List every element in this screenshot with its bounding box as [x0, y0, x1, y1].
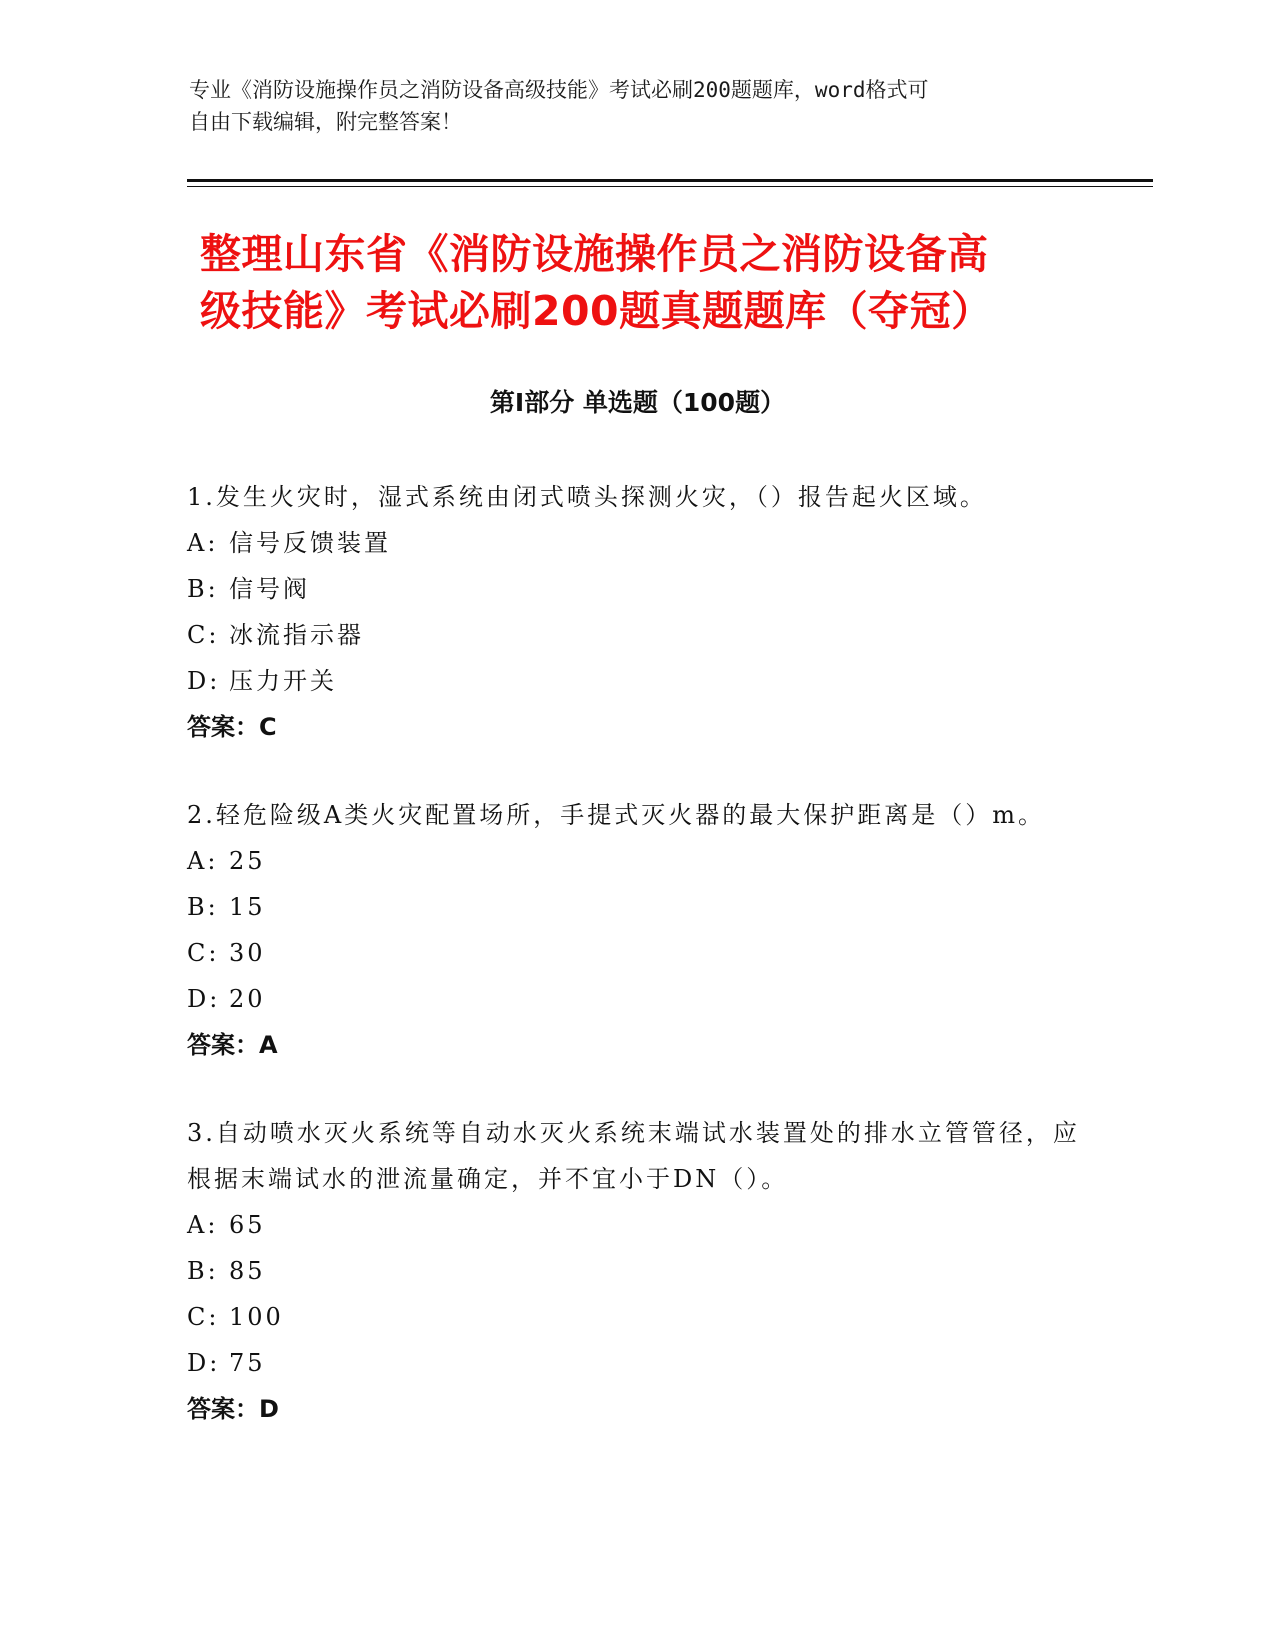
- question-list: [187, 474, 1087, 1474]
- intro-text: [189, 74, 1069, 138]
- title-line-2: 级技能》考试必刷200题真题题库（夺冠）: [200, 287, 993, 335]
- section-heading: 第Ⅰ部分 单选题（100题）: [489, 388, 786, 417]
- option-text: 85: [229, 1257, 266, 1285]
- option-letter: D:: [187, 985, 221, 1013]
- option-text: 25: [229, 847, 266, 875]
- option-d: [187, 1340, 1087, 1386]
- option-letter: B:: [187, 575, 219, 603]
- option-letter: A:: [187, 847, 219, 875]
- intro-line-1: 专业《消防设施操作员之消防设备高级技能》考试必刷200题题库，word格式可: [189, 78, 929, 102]
- question-3: [187, 1110, 1087, 1432]
- question-stem: 3.自动喷水灭火系统等自动水灭火系统末端试水装置处的排水立管管径，应根据末端试水的泄流量确定，并不宜小于DN（）。: [187, 1119, 1080, 1193]
- option-b: [187, 1248, 1087, 1294]
- intro-line-2: 自由下载编辑，附完整答案！: [189, 110, 462, 134]
- option-letter: C:: [187, 1303, 220, 1331]
- question-1: [187, 474, 1087, 750]
- option-letter: B:: [187, 893, 219, 921]
- option-letter: C:: [187, 621, 220, 649]
- option-text: 65: [229, 1211, 266, 1239]
- answer-label: 答案：D: [187, 1395, 279, 1423]
- answer-label: 答案：C: [187, 713, 277, 741]
- document-title: [200, 226, 1100, 340]
- option-text: 信号反馈装置: [229, 529, 391, 557]
- header-rule-thick: [187, 179, 1153, 182]
- option-d: [187, 658, 1087, 704]
- option-text: 信号阀: [229, 575, 310, 603]
- option-letter: B:: [187, 1257, 219, 1285]
- option-c: [187, 1294, 1087, 1340]
- option-b: [187, 884, 1087, 930]
- option-letter: C:: [187, 939, 220, 967]
- option-c: [187, 930, 1087, 976]
- answer-label: 答案：A: [187, 1031, 278, 1059]
- option-text: 冰流指示器: [229, 621, 364, 649]
- option-a: [187, 1202, 1087, 1248]
- option-b: [187, 566, 1087, 612]
- option-text: 20: [229, 985, 266, 1013]
- option-text: 30: [229, 939, 266, 967]
- option-text: 15: [229, 893, 266, 921]
- title-line-1: 整理山东省《消防设施操作员之消防设备高: [200, 230, 989, 278]
- option-letter: A:: [187, 1211, 219, 1239]
- option-text: 75: [229, 1349, 266, 1377]
- option-c: [187, 612, 1087, 658]
- question-stem: 1.发生火灾时，湿式系统由闭式喷头探测火灾，（）报告起火区域。: [187, 483, 987, 511]
- option-a: [187, 838, 1087, 884]
- option-text: 压力开关: [229, 667, 337, 695]
- option-letter: D:: [187, 1349, 221, 1377]
- option-a: [187, 520, 1087, 566]
- option-d: [187, 976, 1087, 1022]
- question-stem: 2.轻危险级A类火灾配置场所，手提式灭火器的最大保护距离是（）m。: [187, 801, 1045, 829]
- option-letter: A:: [187, 529, 219, 557]
- header-rule-thin: [187, 186, 1153, 187]
- question-2: [187, 792, 1087, 1068]
- option-letter: D:: [187, 667, 221, 695]
- option-text: 100: [229, 1303, 284, 1331]
